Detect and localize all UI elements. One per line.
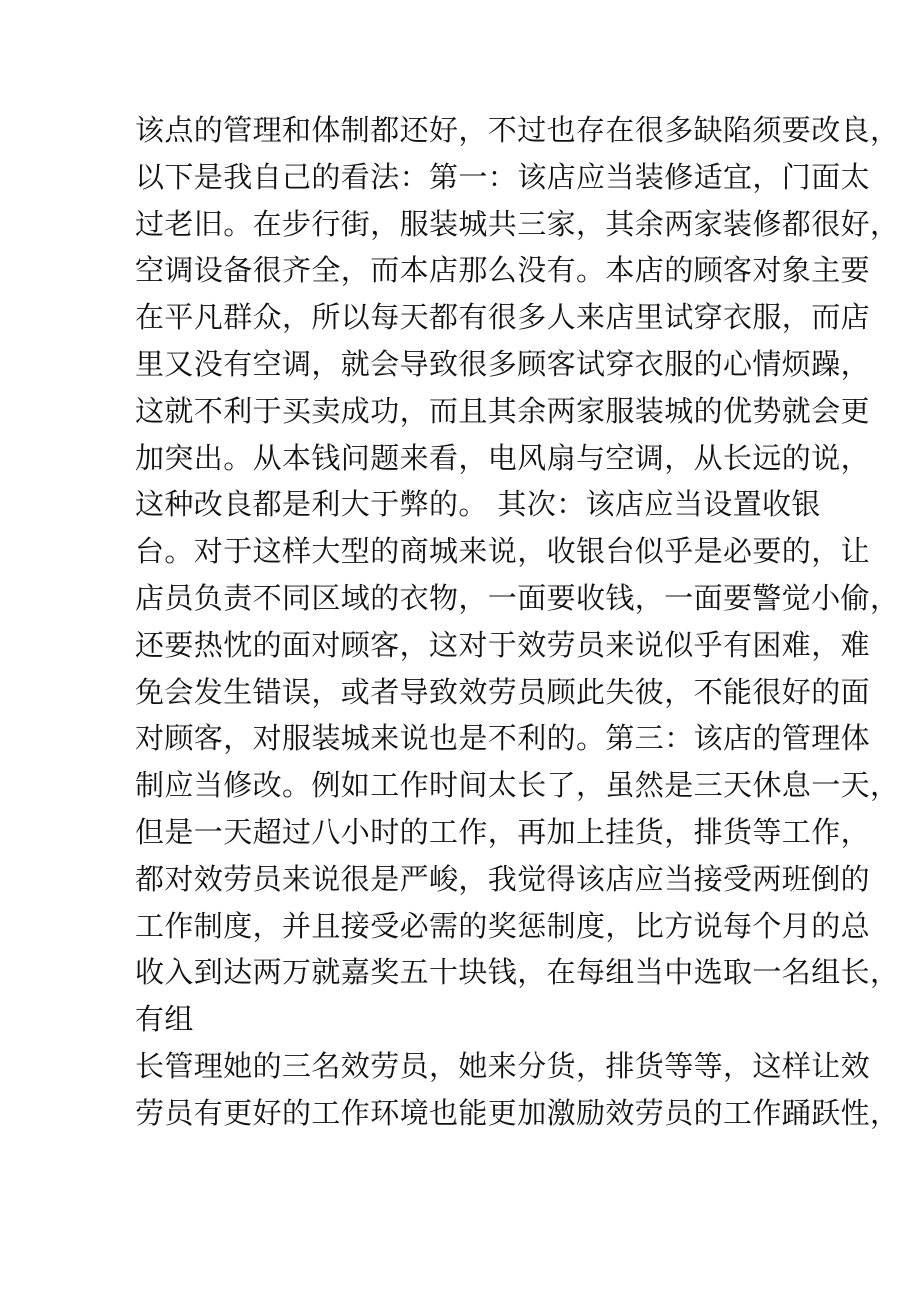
text-line: 台。对于这样大型的商城来说，收银台似乎是必要的，让 bbox=[135, 534, 871, 569]
text-line: 在平凡群众，所以每天都有很多人来店里试穿衣服，而店 bbox=[135, 300, 871, 335]
text-line: 都对效劳员来说很是严峻，我觉得该店应当接受两班倒的 bbox=[135, 861, 871, 896]
text-line: 对顾客，对服装城来说也是不利的。第三：该店的管理体 bbox=[135, 721, 871, 756]
text-line: 以下是我自己的看法：第一：该店应当装修适宜，门面太 bbox=[135, 159, 871, 194]
text-line: 空调设备很齐全，而本店那么没有。本店的顾客对象主要 bbox=[135, 253, 871, 288]
text-line: 店员负责不同区域的衣物，一面要收钱，一面要警觉小偷， bbox=[135, 580, 900, 615]
text-line: 收入到达两万就嘉奖五十块钱，在每组当中选取一名组长， bbox=[135, 955, 900, 990]
text-line: 有组 bbox=[135, 1002, 194, 1037]
text-line: 工作制度，并且接受必需的奖惩制度，比方说每个月的总 bbox=[135, 908, 871, 943]
text-line: 这种改良都是利大于弊的。 其次：该店应当设置收银 bbox=[135, 487, 821, 522]
text-line: 加突出。从本钱问题来看，电风扇与空调，从长远的说， bbox=[135, 440, 871, 475]
text-line: 长管理她的三名效劳员，她来分货，排货等等，这样让效 bbox=[135, 1048, 871, 1083]
text-line: 免会发生错误，或者导致效劳员顾此失彼，不能很好的面 bbox=[135, 674, 871, 709]
text-line: 劳员有更好的工作环境也能更加激励效劳员的工作踊跃性， bbox=[135, 1095, 900, 1130]
text-line: 这就不利于买卖成功，而且其余两家服装城的优势就会更 bbox=[135, 393, 871, 428]
text-line: 里又没有空调，就会导致很多顾客试穿衣服的心情烦躁， bbox=[135, 346, 871, 381]
text-line: 制应当修改。例如工作时间太长了，虽然是三天休息一天， bbox=[135, 768, 900, 803]
text-line: 过老旧。在步行街，服装城共三家，其余两家装修都很好， bbox=[135, 206, 900, 241]
text-line: 但是一天超过八小时的工作，再加上挂货，排货等工作， bbox=[135, 814, 871, 849]
text-line: 该点的管理和体制都还好，不过也存在很多缺陷须要改良， bbox=[135, 113, 900, 147]
text-line: 还要热忱的面对顾客，这对于效劳员来说似乎有困难，难 bbox=[135, 627, 871, 662]
body-text bbox=[135, 107, 900, 1137]
